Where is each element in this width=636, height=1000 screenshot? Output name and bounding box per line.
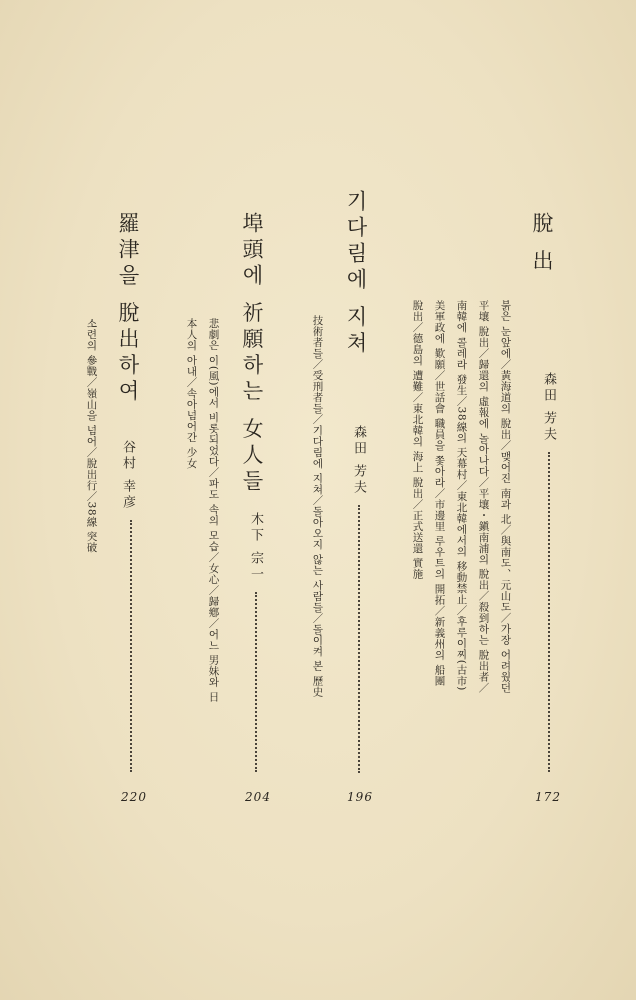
entry-author: 木下 宗一 bbox=[248, 512, 263, 584]
entry-title: 脫 出 bbox=[530, 212, 554, 276]
entry-title: 기다림에 지쳐 bbox=[344, 190, 368, 358]
entry-subtitles: 悲劇은 이(風)에서 비롯되었다／파도 속의 모습／女心／歸鄕／어느 男妹와 日 bbox=[207, 318, 220, 703]
entry-subtitles: 붉은 눈앞에／黃海道의 脫出／맺어진 南과 北／與南도、元山도／가장 어려웠던 bbox=[499, 300, 512, 694]
page-number: 196 bbox=[347, 790, 373, 804]
leader-dots bbox=[130, 520, 135, 772]
page-number: 204 bbox=[245, 790, 271, 804]
leader-dots bbox=[358, 505, 363, 773]
entry-author: 森田 芳夫 bbox=[351, 425, 366, 497]
entry-subtitles: 美軍政에 歎願／世話會 職員을 쫓아라／市邊里 루우트의 開拓／新義州의 船團 bbox=[433, 300, 446, 687]
entry-subtitles: 本人의 아내／속아넘어간 少女 bbox=[185, 318, 198, 469]
entry-subtitles: 소련의 參戰／嶺山을 넘어／脫出行／38線 突破 bbox=[85, 318, 98, 553]
entry-author: 谷村 幸彦 bbox=[120, 440, 135, 512]
leader-dots bbox=[548, 452, 553, 772]
entry-subtitles: 平壤 脫出／歸還의 虛報에 놀아나다／平壤・鎭南浦의 脫出／殺到하는 脫出者／ bbox=[477, 300, 490, 694]
entry-author: 森田 芳夫 bbox=[541, 372, 556, 444]
entry-title: 埠頭에 祈願하는 女人들 bbox=[240, 212, 264, 496]
entry-subtitles: 南韓에 콜레라 發生／38線의 天幕村／東北韓에서의 移動禁止／후루이찌(古市) bbox=[455, 300, 468, 691]
entry-subtitles: 脫出／德島의 遭難／東北韓의 海上 脫出／正式送還 實施 bbox=[411, 300, 424, 580]
page-number: 220 bbox=[121, 790, 147, 804]
page-number: 172 bbox=[535, 790, 561, 804]
leader-dots bbox=[255, 592, 260, 772]
entry-subtitles: 技術者들／受刑者들／기다림에 지쳐／돌아오지 않는 사람들／돌이켜 본 歷史 bbox=[311, 315, 324, 698]
entry-title: 羅津을 脫出하여 bbox=[116, 212, 140, 406]
